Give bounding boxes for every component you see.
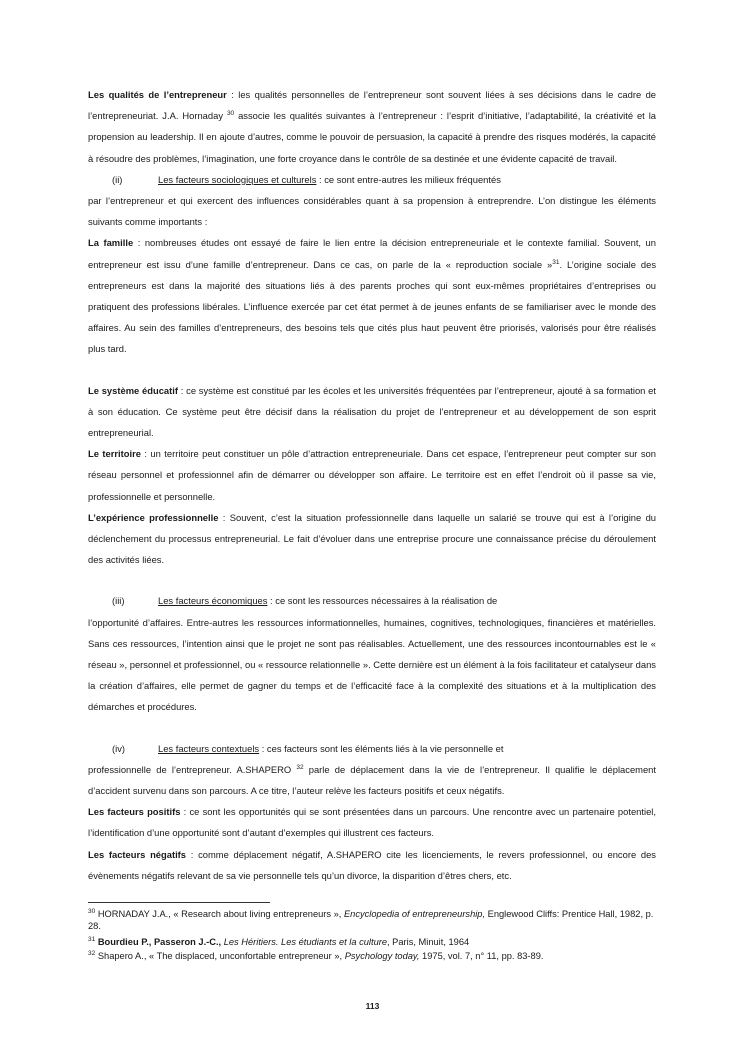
section-title-sociologiques: Les facteurs sociologiques et culturels	[158, 173, 317, 185]
paragraph-contextuels: professionnelle de l’entrepreneur. A.SHAPERO $^{32}$ parle de déplacement dans la vie de l’entrepreneur. Il qualifie le déplacement d’accident survenu dans son parcours. A ce titre, l’auteur relève les facteurs positifs et ceux négatifs.	[88, 763, 657, 797]
term-positifs: Les facteurs positifs	[88, 806, 181, 818]
paragraph-positifs: Les facteurs positifs : ce sont les opportunités qui se sont présentées dans un parcours. Une rencontre avec un partenaire potentiel, l’identification d’une opportunité sont d’autant d’exemples qui illustrent ces facteurs.	[88, 806, 656, 839]
page-number: 113	[365, 1001, 380, 1011]
footnote-32: $^{32}$ Shapero A., « The displaced, unconfortable entrepreneur », Psychology today, 1975, vol. 7, n° 11, pp. 83-89.	[88, 949, 544, 961]
term-qualites: Les qualités de l’entrepreneur	[88, 89, 227, 100]
document-body	[88, 84, 656, 886]
section-title-contextuels: Les facteurs contextuels	[158, 742, 260, 754]
paragraph-educatif: Le système éducatif : ce système est constitué par les écoles et les universités fréquentées par l’entrepreneur, ajouté à sa formation et à son éducation. Ce système peut être décisif dans la réalisation du projet de l’entrepreneur et au développement de son esprit entrepreneurial.	[88, 384, 656, 439]
paragraph-famille: La famille : nombreuses études ont essayé de faire le lien entre la décision entrepreneuriale et le contexte familial. Souvent, un entrepreneur est issu d’une famille d’entrepreneur. Dans ce cas, on parle de la « reproduction sociale »$^{31}$. L’origine sociale des entrepreneurs est dans la majorité des situations liés à des parents proches qui sont eux-mêmes propriétaires d’entreprises ou pratiquent des professions libérales. L’influence exercée par cet état permet à de jeunes enfants de se familiariser avec le monde des affaires. Au sein des familles d’entrepreneurs, des besoins tels que cités plus haut peuvent être priorisés, valorisés pour être réalisés plus tard.	[88, 237, 657, 355]
term-negatifs: Les facteurs négatifs	[88, 848, 187, 860]
paragraph-negatifs: Les facteurs négatifs : comme déplacement négatif, A.SHAPERO cite les licenciements, le revers professionnel, ou encore des évènements négatifs relevant de sa vie personnelle tels qu’un divorce, la disparition d’êtres chers, etc.	[88, 848, 656, 881]
footnote-ref-32[interactable]: 32	[296, 763, 304, 771]
term-educatif: Le système éducatif	[88, 384, 178, 396]
paragraph-experience: L’expérience professionnelle : Souvent, c’est la situation professionnelle dans laquelle un salarié se trouve qui est à l’origine du déclenchement du processus entrepreneurial. Le fait d’évoluer dans une entreprise procure une connaissance précise du déroulement des activités liées.	[88, 511, 656, 566]
footnote-ref-30[interactable]: 30	[226, 110, 235, 118]
footnote-30: $^{30}$ HORNADAY J.A., « Research about living entrepreneurs », Encyclopedia of entrepreneurship, Englewood Cliffs: Prentice Hall, 1982, p. 28.	[88, 907, 654, 931]
section-heading-ii: (ii) Les facteurs sociologiques et culturels : ce sont entre-autres les milieux fréquentés	[112, 173, 501, 185]
footnote-separator	[88, 902, 270, 903]
section-title-economiques: Les facteurs économiques	[158, 595, 268, 607]
section-heading-iii: (iii) Les facteurs économiques : ce sont les ressources nécessaires à la réalisation de	[112, 595, 498, 607]
section-heading-iv: (iv) Les facteurs contextuels : ces facteurs sont les éléments liés à la vie personnelle et	[112, 742, 504, 754]
footnote-31: $^{31}$ Bourdieu P., Passeron J.-C., Les Héritiers. Les étudiants et la culture, Paris, Minuit, 1964	[88, 935, 470, 947]
term-territoire: Le territoire	[88, 448, 141, 460]
paragraph-qualites: Les qualités de l’entrepreneur : les qualités personnelles de l’entrepreneur sont souvent liées à ses décisions dans le cadre de l’entrepreneuriat. J.A. Hornaday $^{30}$ associe les qualités suivantes à l’entrepreneur : l’esprit d’initiative, l’adaptabilité, la créativité et la propension au leadership. Il en ajoute d’autres, comme le pouvoir de persuasion, la capacité à prendre des risques modérés, la capacité à résoudre des problèmes, l’imagination, une forte croyance dans le contrôle de sa destinée et une évidente capacité de travail.	[88, 89, 657, 164]
term-experience: L’expérience professionnelle	[88, 511, 219, 523]
paragraph-economiques: l’opportunité d’affaires. Entre-autres les ressources informationnelles, humaines, cognitives, technologiques, financières et matérielles. Sans ces ressources, l’intention ainsi que le projet ne sont pas réalisables. Actuellement, une des ressources incontournables est le « réseau », personnel et professionnel, ou « ressource relationnelle ». Cette dernière est un élément à la fois facilitateur et catalyseur dans la création d’affaires, elle permet de gagner du temps et de l’efficacité face à la complexité des situations et à la multiplication des démarches et procédures.	[88, 616, 656, 713]
paragraph-sociologiques: par l’entrepreneur et qui exercent des influences considérables quant à sa propension à entreprendre. L’on distingue les éléments suivants comme importants :	[88, 195, 656, 228]
paragraph-territoire: Le territoire : un territoire peut constituer un pôle d’attraction entrepreneuriale. Dans cet espace, l’entrepreneur peut compter sur son réseau personnel et professionnel afin de démarrer ou développer son affaire. Le territoire est en effet l’endroit où il passe sa vie, professionnelle et personnelle.	[88, 448, 656, 502]
footnote-ref-31[interactable]: 31	[552, 258, 560, 266]
term-famille: La famille	[88, 237, 134, 249]
